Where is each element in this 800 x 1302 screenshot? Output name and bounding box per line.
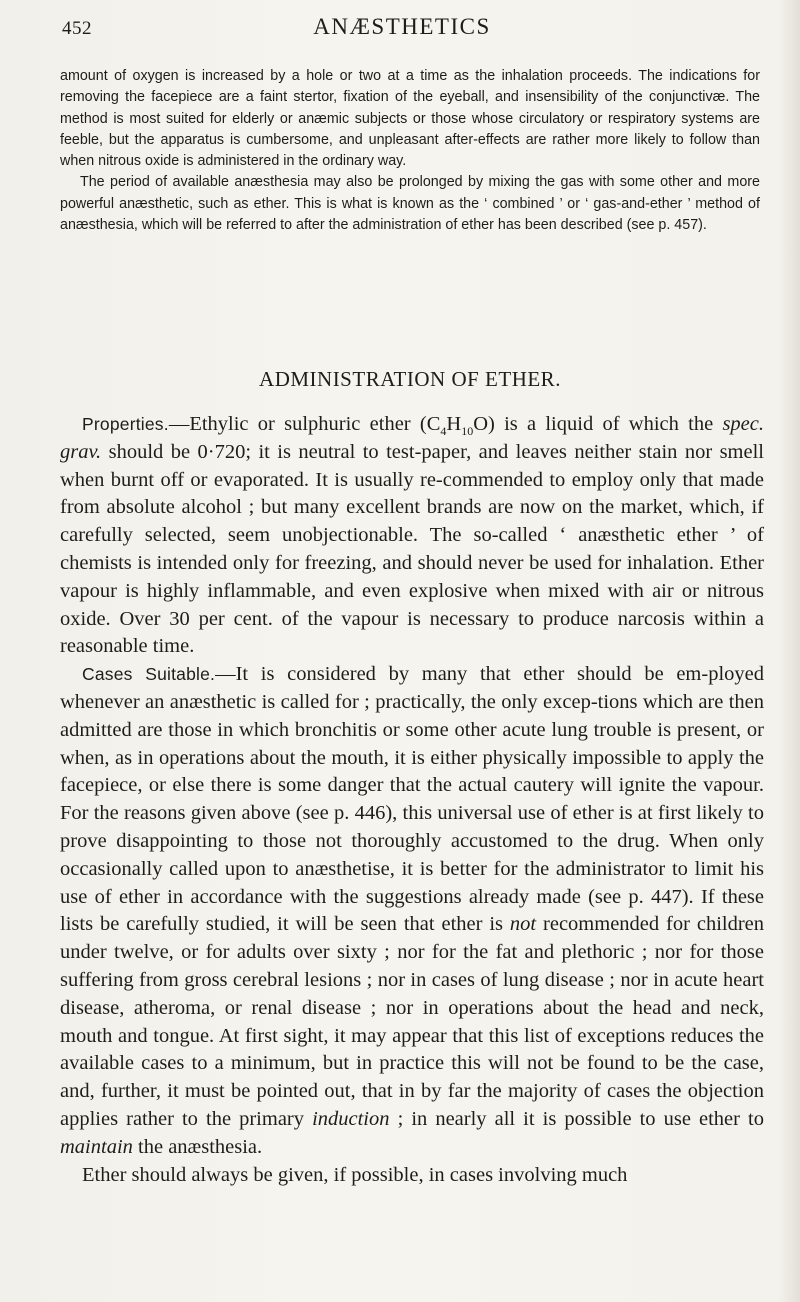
subscript: 10 bbox=[461, 424, 474, 439]
section-heading: ADMINISTRATION OF ETHER. bbox=[259, 367, 561, 391]
text-span: O) is a liquid of which the bbox=[473, 413, 723, 435]
italic-text: spec. grav. bbox=[60, 413, 764, 463]
text-span: —It is considered by many that ether should be em-ployed whenever an anæsthetic is called for ; practically, the only excep-tions which are then admitted are those in which bronchitis or some other acute lung trouble is present, or when, as in operations about the mouth, it is either physically impossible to apply the facepiece, or else there is some danger that the actual cautery will ignite the vapour. For the reasons given above (see p. 446), this universal use of ether is at first likely to prove disappointing to those not thoroughly accustomed to the drug. When only occasionally called upon to anæsthetise, it is better for the administrator to limit his use of ether in accordance with the suggestions already made (see p. 447). If these lists be carefully studied, it will be seen that ether is bbox=[60, 663, 764, 936]
small-print-section bbox=[60, 66, 760, 236]
last-paragraph: Ether should always be given, if possible, in cases involving much bbox=[82, 1163, 628, 1186]
subscript: 4 bbox=[440, 424, 447, 439]
text-span: the anæsthesia. bbox=[132, 1135, 263, 1158]
text-span: ; in nearly all it is possible to use ether to bbox=[389, 1107, 764, 1130]
small-paragraph-1: amount of oxygen is increased by a hole or two at a time as the inhalation proceeds. The indications for removing the facepiece are a faint stertor, fixation of the eyeball, and insensibility of the conjunctivæ. The method is most suited for elderly or anæmic subjects or those whose circulatory or respiratory systems are feeble, but the apparatus is cumbersome, and unpleasant after-effects are rather more likely to follow than when nitrous oxide is administered in the ordinary way. bbox=[60, 68, 760, 170]
main-text bbox=[60, 411, 764, 1189]
page-number: 452 bbox=[62, 18, 92, 39]
cases-paragraph bbox=[60, 661, 764, 1161]
italic-text: induction bbox=[312, 1107, 390, 1130]
running-head: ANÆSTHETICS bbox=[313, 14, 491, 39]
italic-text: not bbox=[509, 913, 537, 936]
text-span: —Ethylic or sulphuric ether (C bbox=[168, 413, 441, 435]
page-edge-shadow bbox=[778, 0, 800, 1302]
properties-run-in-heading: Properties. bbox=[82, 414, 169, 434]
small-paragraph-2: The period of available anæsthesia may also be prolonged by mixing the gas with some other and more powerful anæsthetic, such as ether. This is what is known as the ‘ combined ’ or ‘ gas-and-ether ’ method of anæsthesia, which will be referred to after the administration of ether has been described (see p. 457). bbox=[60, 174, 760, 234]
text-span: H bbox=[446, 413, 462, 435]
text-span: recommended for children under twelve, or for adults over sixty ; nor for the fat and plethoric ; nor for those suffering from gross cerebral lesions ; nor in cases of lung disease ; nor in acute heart disease, atheroma, or renal disease ; nor in operations about the head and neck, mouth and tongue. At first sight, it may appear that this list of exceptions reduces the available cases to a minimum, but in practice this will not be found to be the case, and, further, it must be pointed out, that in by far the majority of cases the objection applies rather to the primary bbox=[60, 913, 765, 1130]
properties-paragraph bbox=[60, 411, 764, 661]
text-span: should be 0·720; it is neutral to test-paper, and leaves neither stain nor smell when burnt off or evaporated. It is usually re-commended to employ only that made from absolute alcohol ; but many excellent brands are now on the market, which, if carefully selected, seem unobjectionable. The so-called ‘ anæsthetic ether ’ of chemists is intended only for freezing, and should never be used for inhalation. Ether vapour is highly inflammable, and even explosive when mixed with air or nitrous oxide. Over 30 per cent. of the vapour is necessary to produce narcosis within a reasonable time. bbox=[60, 440, 764, 658]
italic-text: maintain bbox=[60, 1135, 133, 1158]
page-header bbox=[62, 14, 742, 54]
cases-run-in-heading: Cases Suitable. bbox=[82, 664, 216, 685]
